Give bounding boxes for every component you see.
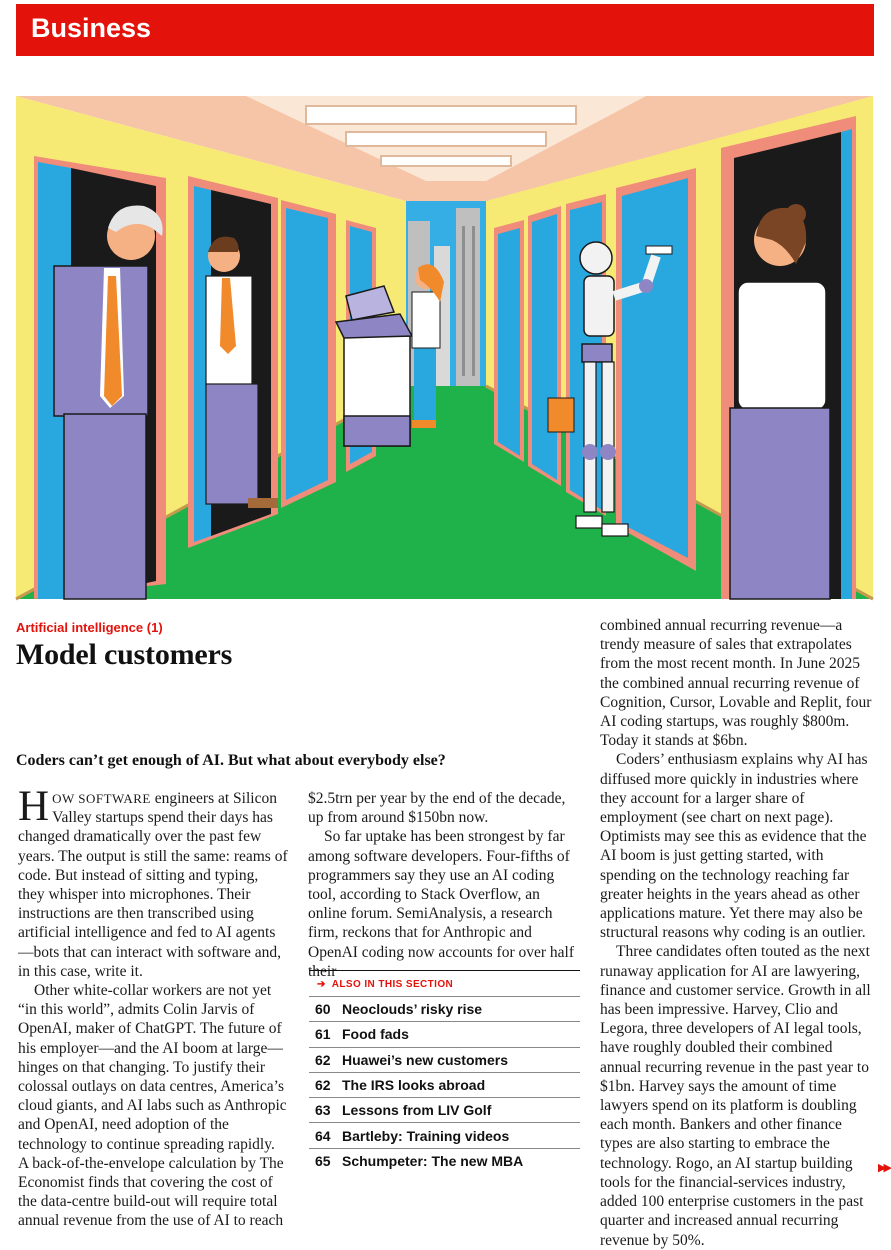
- page-number: 61: [315, 1026, 331, 1043]
- double-chevron-right-icon[interactable]: ▶▶: [878, 1161, 889, 1174]
- page-number: 62: [315, 1077, 331, 1094]
- article-paragraph: [18, 783, 288, 981]
- section-link-title: Huawei’s new customers: [342, 1051, 508, 1068]
- page-number: 60: [315, 1001, 331, 1018]
- article-kicker: Artificial intelligence (1): [16, 620, 163, 635]
- section-link[interactable]: [309, 1048, 580, 1073]
- page-number: 64: [315, 1127, 331, 1144]
- page-number: 62: [315, 1051, 331, 1068]
- article-paragraph: Other white-collar workers are not yet “in this world”, admits Colin Jarvis of OpenAI, maker of ChatGPT. The future of his employer—and the AI boom at large—hinges on that changing. To justify their colossal outlays on data centres, America’s cloud giants, and AI labs such as Anthropic and OpenAI, need adoption of the technology to continue spreading rapidly. A back-of-the-envelope calculation by The Economist finds that covering the cost of the data-centre build-out will require total annual revenue from the use of AI to reach: [18, 982, 287, 1230]
- article-column-2: [308, 789, 580, 981]
- section-link-title: Neoclouds’ risky rise: [342, 1001, 483, 1018]
- section-link-title: Lessons from LIV Golf: [342, 1102, 492, 1119]
- section-title: Business: [31, 13, 152, 43]
- section-link-title: Schumpeter: The new MBA: [342, 1153, 524, 1170]
- section-link[interactable]: [309, 1123, 580, 1148]
- page-number: 65: [315, 1153, 331, 1170]
- article-paragraph: combined annual recurring revenue—a trendy measure of sales that extrapolates from the most recent month. In June 2025 the combined annual recurring revenue of Cognition, Cursor, Lovable and Replit, four AI coding startups, was roughly $800m. Today it stands at $6bn.: [600, 617, 872, 750]
- section-link[interactable]: [309, 1098, 580, 1123]
- article-paragraph: $2.5trn per year by the end of the decade, up from around $150bn now.: [308, 790, 566, 827]
- section-link-title: The IRS looks abroad: [342, 1077, 486, 1094]
- article-paragraph: So far uptake has been strongest by far among software developers. Four-fifths of programmers say they use an AI coding tool, according to Stack Overflow, an online forum. SemiAnalysis, a research firm, reckons that for Anthropic and OpenAI coding now accounts for over half their: [308, 828, 574, 980]
- page-number: 63: [315, 1102, 331, 1119]
- article-paragraph: Coders’ enthusiasm explains why AI has diffused more quickly in industries where they account for a larger share of employment (see chart on next page). Optimists may see this as evidence that the AI boom is just getting started, with spending on the technology reaching far greater heights in the years ahead as other applications mature. Yet there may also be structural reasons why coding is an outlier.: [600, 751, 868, 942]
- dropcap: H: [18, 783, 50, 830]
- section-link-title: Bartleby: Training videos: [342, 1127, 510, 1144]
- also-in-section-box: [309, 970, 580, 1174]
- article-column-1: [18, 783, 288, 1231]
- section-link[interactable]: [309, 1022, 580, 1047]
- also-in-section-label-text: ALSO IN THIS SECTION: [331, 979, 454, 990]
- section-link[interactable]: [309, 1149, 580, 1174]
- article-headline: Model customers: [16, 638, 233, 671]
- article-standfirst: Coders can’t get enough of AI. But what about everybody else?: [16, 752, 446, 769]
- paragraph-text: engineers at Silicon Valley startups spend their days has changed dramatically over the past few years. The output is still the same: reams of code. But instead of sitting and typing, they whisper into microphones. Their instructions are then transcribed using artificial intelligence and fed to AI agents—bots that can interact with software and, in this case, write it.: [18, 790, 288, 980]
- section-link[interactable]: [309, 997, 580, 1022]
- lead-in: OW SOFTWARE: [52, 791, 151, 806]
- article-paragraph: Three candidates often touted as the next runaway application for AI are lawyering, finance and customer service. Growth in all has been impressive. Harvey, Clio and Legora, three developers of AI legal tools, have roughly doubled their combined annual recurring revenue in the past year to $1bn. Harvey says the amount of time lawyers spend on its platform is doubling each month. Bankers and other finance types are also starting to embrace the technology. Rogo, an AI startup building tools for the financial-services industry, added 100 enterprise customers in the past quarter and increased annual recurring revenue by 50%.: [600, 943, 871, 1249]
- article-column-3: [600, 616, 874, 1250]
- section-banner: [16, 4, 874, 56]
- hallway-illustration: [16, 96, 873, 599]
- section-link-title: Food fads: [342, 1026, 409, 1043]
- section-link[interactable]: [309, 1073, 580, 1098]
- arrow-right-icon: ➔: [317, 979, 326, 990]
- also-in-section-label: [309, 971, 580, 997]
